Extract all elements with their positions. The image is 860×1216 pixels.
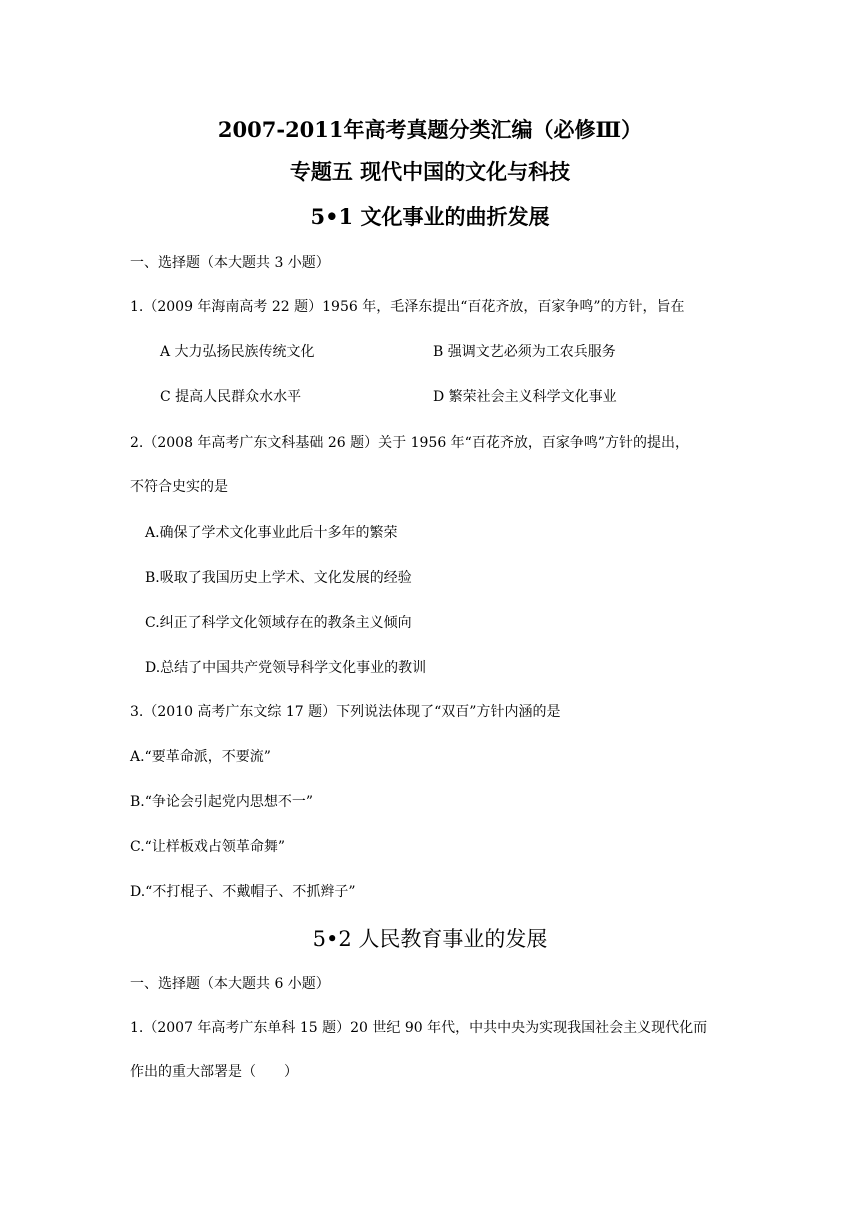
section2-intro: 一、选择题（本大题共 6 小题）	[130, 976, 330, 992]
question-3-option-a: A.“要革命派，不要流”	[130, 749, 271, 765]
question-2-stem-line1: 2.（2008 年高考广东文科基础 26 题）关于 1956 年“百花齐放，百家争鸣”方针的提出，	[130, 435, 689, 451]
question-3-option-d: D.“不打棍子、不戴帽子、不抓辫子”	[130, 884, 356, 900]
question-1-option-b: B 强调文艺必须为工农兵服务	[433, 344, 616, 360]
question-1-option-c: C 提高人民群众水水平	[160, 389, 302, 405]
question-2-stem-line2: 不符合史实的是	[130, 479, 228, 495]
question-3-option-c: C.“让样板戏占领革命舞”	[130, 839, 285, 855]
topic-heading: 专题五 现代中国的文化与科技	[289, 159, 571, 184]
question-1-stem: 1.（2009 年海南高考 22 题）1956 年，毛泽东提出“百花齐放，百家争鸣”的方针，旨在	[130, 299, 685, 315]
question-3-stem: 3.（2010 高考广东文综 17 题）下列说法体现了“双百”方针内涵的是	[130, 704, 561, 720]
question-2-option-b: B.吸取了我国历史上学术、文化发展的经验	[145, 570, 412, 586]
question-1-option-a: A 大力弘扬民族传统文化	[160, 344, 315, 360]
question-2-option-d: D.总结了中国共产党领导科学文化事业的教训	[145, 660, 427, 676]
section1-intro: 一、选择题（本大题共 3 小题）	[130, 255, 330, 271]
document-title: 2007-2011年高考真题分类汇编（必修Ⅲ）	[217, 117, 643, 142]
section2-question-1-stem-line2: 作出的重大部署是（ ）	[130, 1064, 298, 1080]
section-heading-5-2: 5•2 人民教育事业的发展	[312, 927, 548, 951]
section-heading-5-1: 5•1 文化事业的曲折发展	[310, 204, 550, 229]
question-2-option-c: C.纠正了科学文化领域存在的教条主义倾向	[145, 615, 412, 631]
question-3-option-b: B.“争论会引起党内思想不一”	[130, 794, 314, 810]
question-1-option-d: D 繁荣社会主义科学文化事业	[433, 389, 617, 405]
question-2-option-a: A.确保了学术文化事业此后十多年的繁荣	[145, 525, 398, 541]
section2-question-1-stem-line1: 1.（2007 年高考广东单科 15 题）20 世纪 90 年代，中共中央为实现我国社会主义现代化而	[130, 1020, 708, 1036]
